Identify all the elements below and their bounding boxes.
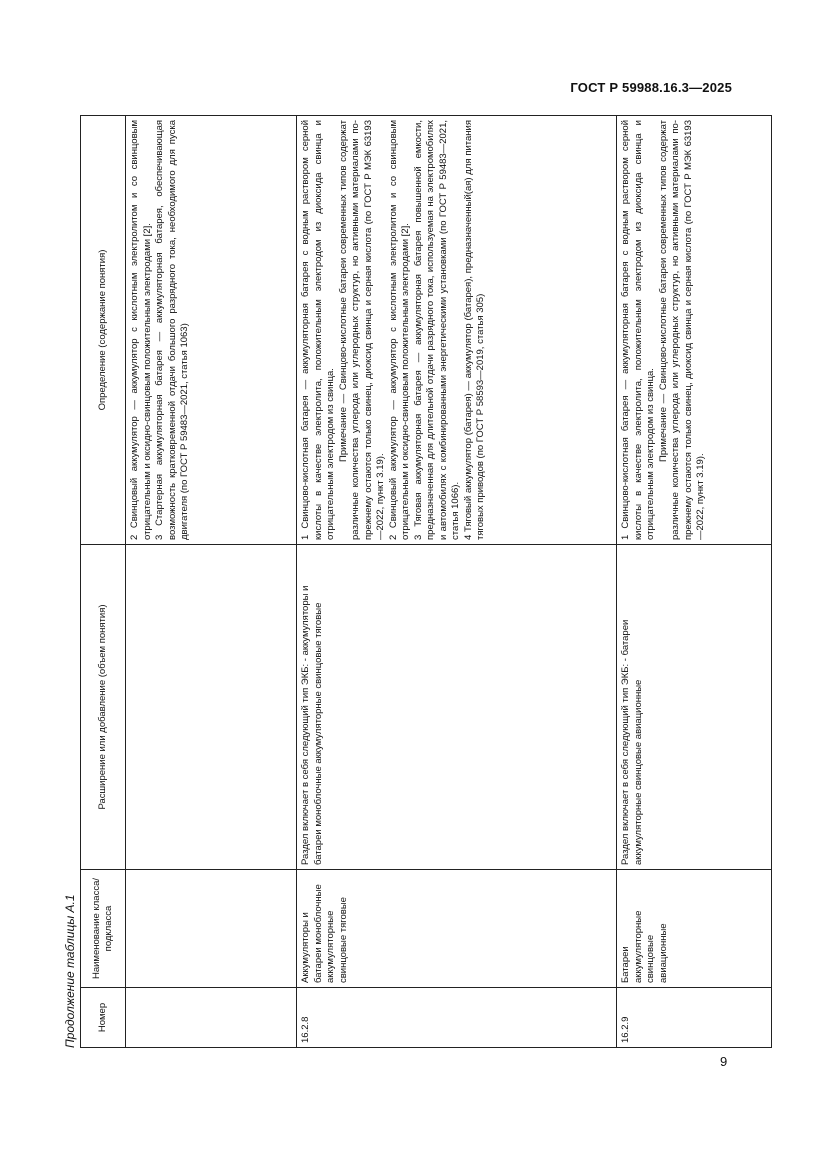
table-row [126,116,297,1048]
definition-item: 2 Свинцовый аккумулятор — аккумулятор с кислотным электролитом и со свинцовым отрицательным и оксидно-свинцовым положительным электродами [2]. [387,120,411,540]
cell-definition [617,116,772,545]
cell-name: Батареи аккумуляторные свинцовые авиационные [617,870,772,988]
table-caption: Продолжение таблицы А.1 [63,894,77,1048]
table-row [617,116,772,1048]
page-number: 9 [720,1054,728,1069]
cell-number [126,988,297,1048]
cell-scope: Раздел включает в себя следующий тип ЭКБ: - батареи аккумуляторные свинцовые авиационные [617,545,772,870]
cell-number: 16.2.8 [297,988,617,1048]
cell-name [126,870,297,988]
cell-definition [297,116,617,545]
definition-item: 1 Свинцово-кислотная батарея — аккумуляторная батарея с водным раствором серной кислоты в качестве электролита, положительным электродом из диоксида свинца и отрицательным электродом из свинца. [300,120,336,540]
cell-scope [126,545,297,870]
document-code: ГОСТ Р 59988.16.3—2025 [570,80,732,95]
definition-note: Примечание — Свинцово-кислотные батареи современных типов содержат различные количества углерода или углеродных структур, но активными материалами по-прежнему остаются только свинец, диоксид свинца и серная кислота (по ГОСТ Р МЭК 63193—2022, пункт 3.19). [337,120,386,540]
cell-number: 16.2.9 [617,988,772,1048]
rotated-page-content [60,116,730,1048]
definition-note: Примечание — Свинцово-кислотные батареи современных типов содержат различные количества углерода или углеродных структур, но активными материалами по-прежнему остаются только свинец, диоксид свинца и серная кислота (по ГОСТ Р МЭК 63193—2022, пункт 3.19). [657,120,706,540]
column-header-number: Номер [81,988,126,1048]
column-header-name: Наименование класса/ подкласса [81,870,126,988]
terms-table [80,115,772,1048]
cell-scope: Раздел включает в себя следующий тип ЭКБ: - аккумуляторы и батареи моноблочные аккумуляторные свинцовые тяговые [297,545,617,870]
definition-item: 3 Тяговая аккумуляторная батарея — аккумуляторная батарея повышенной емкости, предназначенная для длительной отдачи разрядного тока, используемая на электромобилях и автомобилях с комбинированными энергетическими установками (по ГОСТ Р 59483—2021, статья 1066). [412,120,461,540]
definition-item: 2 Свинцовый аккумулятор — аккумулятор с кислотным электролитом и со свинцовым отрицательным и оксидно-свинцовым положительным электродами [2]. [129,120,153,540]
cell-definition [126,116,297,545]
cell-name: Аккумуляторы и батареи моноблочные аккумуляторные свинцовые тяговые [297,870,617,988]
column-header-definition: Определение (содержание понятия) [81,116,126,545]
table-row [297,116,617,1048]
definition-item: 3 Стартерная аккумуляторная батарея — аккумуляторная батарея, обеспечивающая возможность кратковременной отдачи большого разрядного тока, необходимого для пуска двигателя (по ГОСТ Р 59483—2021, статья 1063) [154,120,190,540]
column-header-scope: Расширение или добавление (объем понятия) [81,545,126,870]
table-header-row [81,116,126,1048]
definition-item: 1 Свинцово-кислотная батарея — аккумуляторная батарея с водным раствором серной кислоты в качестве электролита, положительным электродом из диоксида свинца и отрицательным электродом из свинца. [620,120,656,540]
definition-item: 4 Тяговый аккумулятор (батарея) — аккумулятор (батарея), предназначенный(ая) для питания тяговых приводов (по ГОСТ Р 58593—2019, статья 305) [462,120,486,540]
